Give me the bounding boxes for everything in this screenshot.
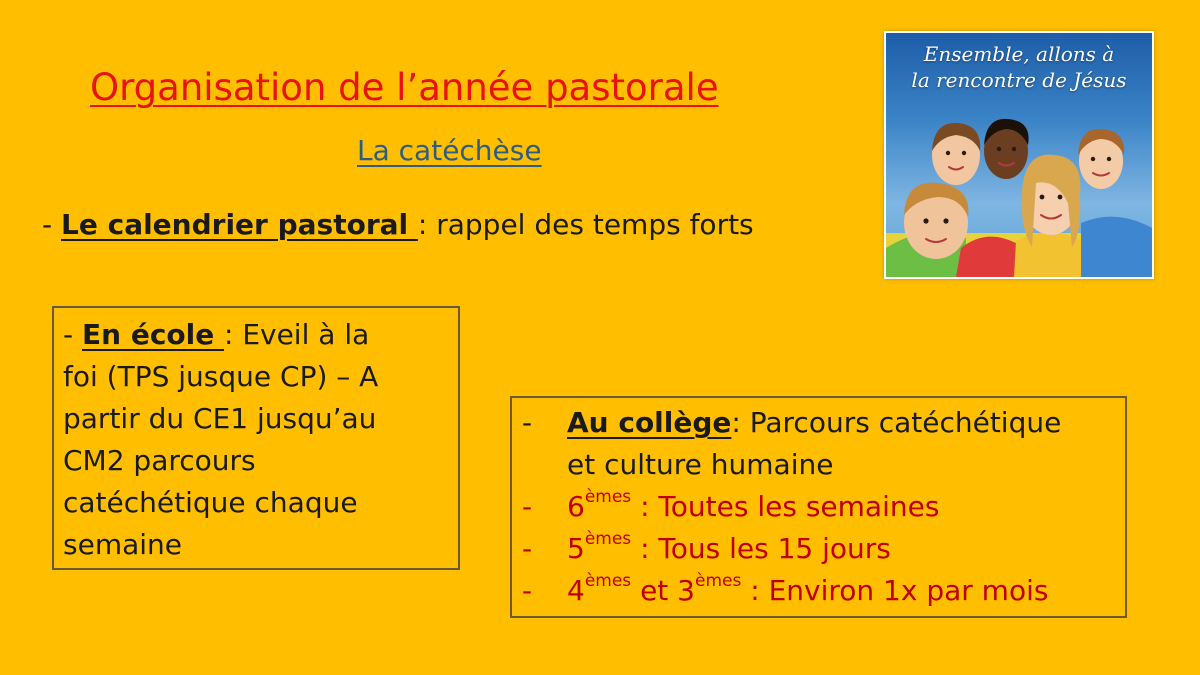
college-second-line [522, 444, 1119, 486]
school-line: CM2 parcours [63, 444, 256, 477]
item-mid: et 3 [631, 574, 695, 607]
college-dash: - [522, 406, 533, 439]
college-label: Au collège [567, 406, 732, 439]
item-level-sup: èmes [584, 571, 632, 591]
college-item-5e [522, 528, 1119, 570]
college-text-second: et culture humaine [567, 448, 834, 481]
photo-caption [886, 41, 1152, 93]
school-box [52, 306, 460, 570]
college-first-line [522, 402, 1119, 444]
item-text: : Toutes les semaines [631, 490, 940, 523]
item-level: 4 [567, 574, 585, 607]
item-level-sup: èmes [584, 487, 632, 507]
calendar-dash: - [42, 208, 62, 241]
school-line: foi (TPS jusque CP) – A [63, 360, 379, 393]
item-level-sup: èmes [695, 571, 742, 591]
item-level-sup: èmes [584, 529, 632, 549]
school-dash: - [63, 318, 83, 351]
slide-title: Organisation de l’année pastorale [90, 66, 719, 109]
college-item-6e [522, 486, 1119, 528]
college-item-dash: - [522, 574, 533, 607]
school-first-line [63, 314, 450, 356]
children-photo [884, 31, 1154, 279]
college-box [510, 396, 1127, 618]
college-text-first: : Parcours catéchétique [731, 406, 1062, 439]
school-line: partir du CE1 jusqu’au [63, 402, 377, 435]
calendar-text: : rappel des temps forts [417, 208, 754, 241]
item-level: 5 [567, 532, 585, 565]
item-text: : Environ 1x par mois [741, 574, 1049, 607]
photo-caption-line1: Ensemble, allons à [923, 42, 1115, 66]
item-text: : Tous les 15 jours [631, 532, 891, 565]
slide-subtitle: La catéchèse [357, 134, 542, 167]
item-level: 6 [567, 490, 585, 523]
college-item-dash: - [522, 490, 533, 523]
school-line: semaine [63, 528, 182, 561]
school-line: catéchétique chaque [63, 486, 358, 519]
college-item-4e-3e [522, 570, 1119, 612]
school-text-first: : Eveil à la [223, 318, 370, 351]
photo-caption-line2: la rencontre de Jésus [911, 68, 1127, 92]
calendar-line [42, 208, 754, 241]
calendar-label: Le calendrier pastoral [61, 208, 418, 241]
school-label: En école [82, 318, 224, 351]
college-item-dash: - [522, 532, 533, 565]
